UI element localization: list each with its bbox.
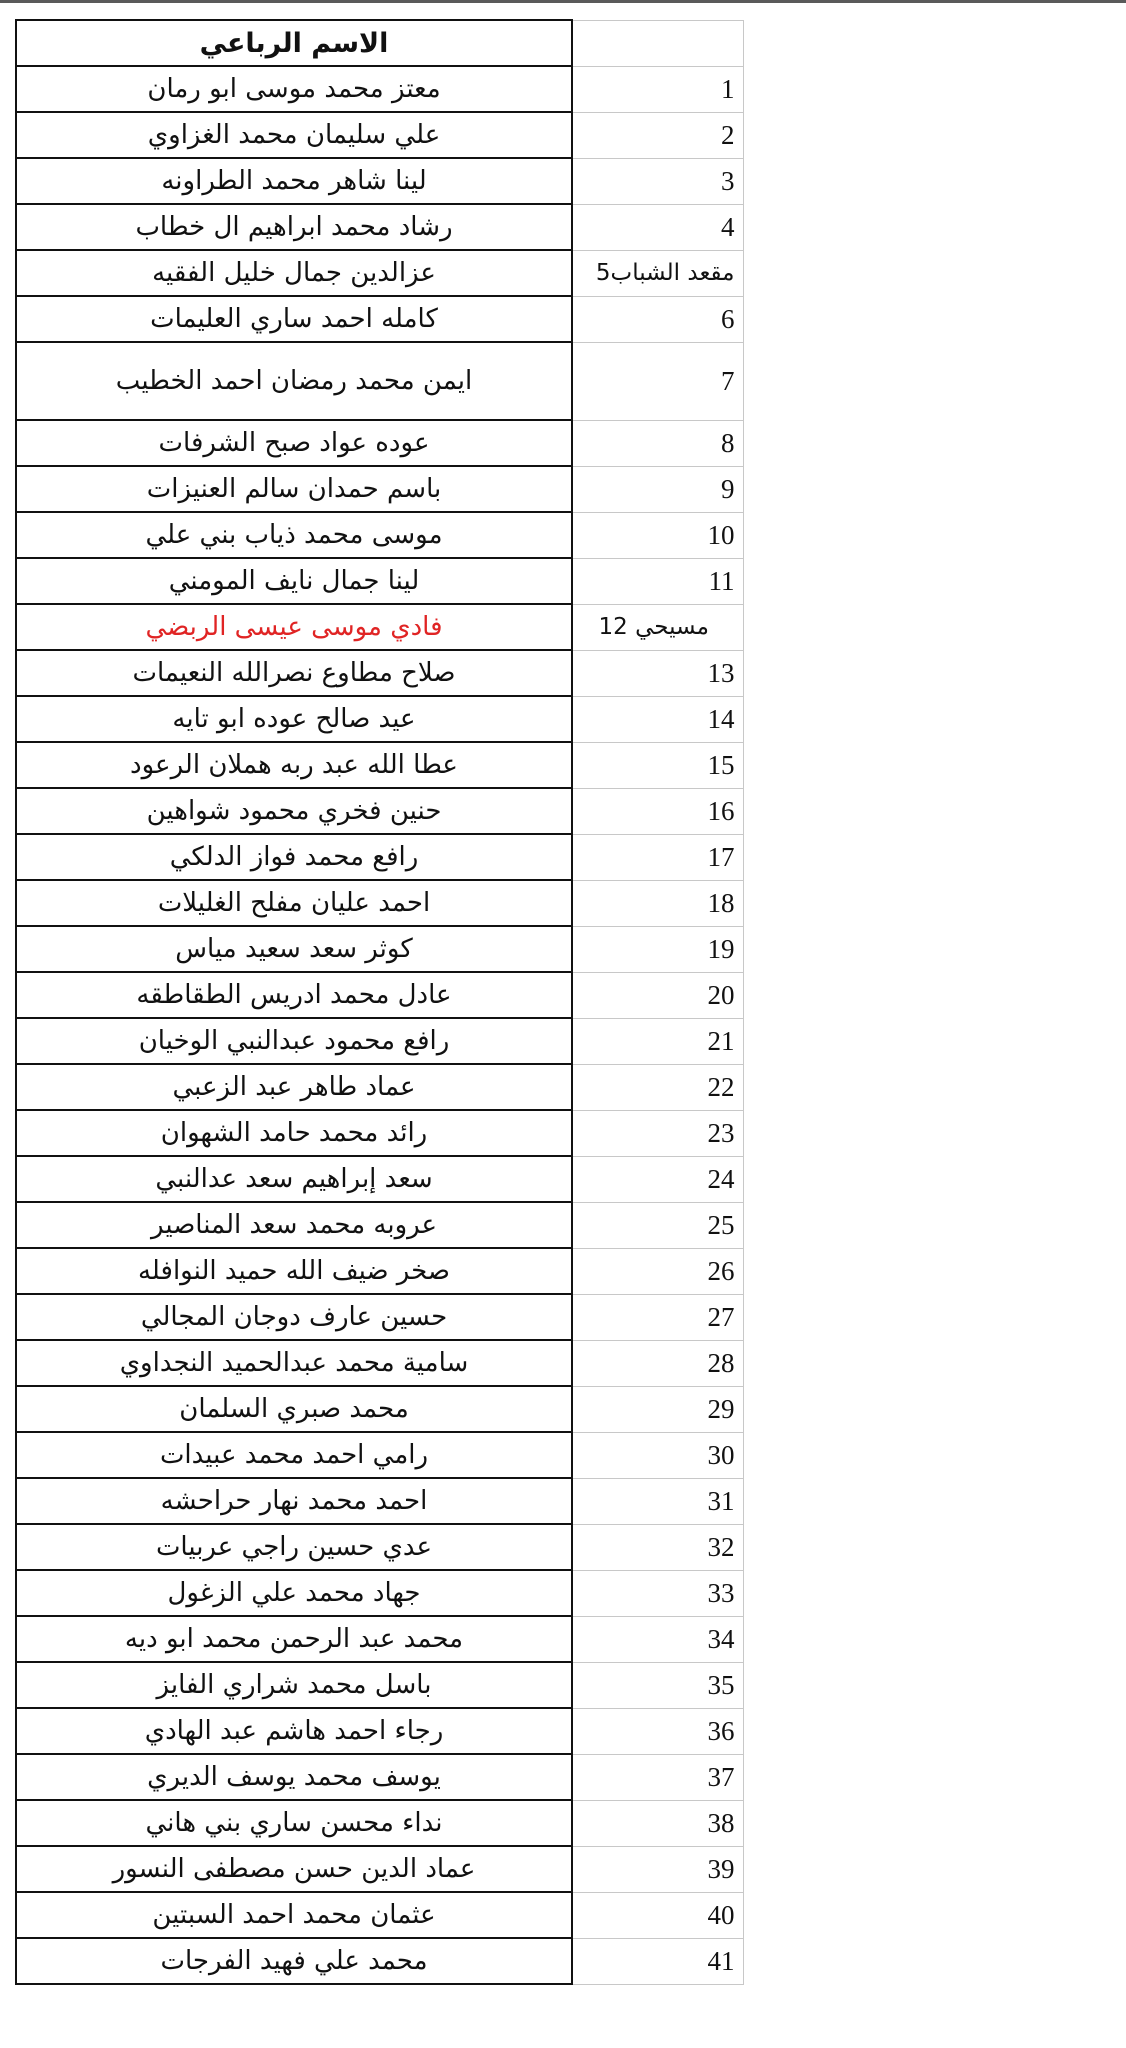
table-row (16, 1616, 743, 1662)
table-row (16, 1524, 743, 1570)
full-name-cell: محمد صبري السلمان (16, 1386, 572, 1432)
full-name-cell: عثمان محمد احمد السبتين (16, 1892, 572, 1938)
full-name-cell: عيد صالح عوده ابو تايه (16, 696, 572, 742)
table-row (16, 558, 743, 604)
full-name-cell: رائد محمد حامد الشهوان (16, 1110, 572, 1156)
row-number-cell: 4 (572, 204, 743, 250)
full-name-cell: عزالدين جمال خليل الفقيه (16, 250, 572, 296)
full-name-cell: موسى محمد ذياب بني علي (16, 512, 572, 558)
header-name-cell: الاسم الرباعي (16, 20, 572, 66)
row-number-cell: 1 (572, 66, 743, 112)
table-row (16, 1386, 743, 1432)
full-name-cell: فادي موسى عيسى الربضي (16, 604, 572, 650)
full-name-cell: ايمن محمد رمضان احمد الخطيب (16, 342, 572, 420)
table-row (16, 1938, 743, 1984)
table-row (16, 696, 743, 742)
full-name-cell: معتز محمد موسى ابو رمان (16, 66, 572, 112)
table-row (16, 742, 743, 788)
full-name-cell: سعد إبراهيم سعد عدالنبي (16, 1156, 572, 1202)
table-row (16, 1018, 743, 1064)
full-name-cell: رافع محمد فواز الدلكي (16, 834, 572, 880)
full-name-cell: لينا جمال نايف المومني (16, 558, 572, 604)
row-number-cell: 28 (572, 1340, 743, 1386)
full-name-cell: سامية محمد عبدالحميد النجداوي (16, 1340, 572, 1386)
full-name-cell: احمد محمد نهار حراحشه (16, 1478, 572, 1524)
header-row (16, 20, 743, 66)
full-name-cell: صخر ضيف الله حميد النوافله (16, 1248, 572, 1294)
full-name-cell: حسين عارف دوجان المجالي (16, 1294, 572, 1340)
row-number-cell: 11 (572, 558, 743, 604)
row-number-cell: 25 (572, 1202, 743, 1248)
row-number-cell: 21 (572, 1018, 743, 1064)
row-number-cell: 26 (572, 1248, 743, 1294)
table-row (16, 1202, 743, 1248)
row-number-cell: 16 (572, 788, 743, 834)
table-row (16, 66, 743, 112)
table-row (16, 880, 743, 926)
table-row (16, 420, 743, 466)
row-number-cell: مقعد الشباب5 (572, 250, 743, 296)
table-row (16, 158, 743, 204)
full-name-cell: عماد طاهر عبد الزعبي (16, 1064, 572, 1110)
row-number-cell: 30 (572, 1432, 743, 1478)
table-row (16, 604, 743, 650)
full-name-cell: لينا شاهر محمد الطراونه (16, 158, 572, 204)
table-row (16, 250, 743, 296)
top-border-line (0, 0, 1126, 3)
row-number-cell: 41 (572, 1938, 743, 1984)
table-row (16, 512, 743, 558)
row-number-cell: 31 (572, 1478, 743, 1524)
row-number-cell: 39 (572, 1846, 743, 1892)
full-name-cell: باسم حمدان سالم العنيزات (16, 466, 572, 512)
row-number-cell: 27 (572, 1294, 743, 1340)
row-number-cell: 3 (572, 158, 743, 204)
table-row (16, 1110, 743, 1156)
table-row (16, 1570, 743, 1616)
row-number-cell: 2 (572, 112, 743, 158)
table-row (16, 204, 743, 250)
row-number-cell: 14 (572, 696, 743, 742)
row-number-cell: 13 (572, 650, 743, 696)
table-row (16, 1248, 743, 1294)
table-row (16, 342, 743, 420)
table-row (16, 834, 743, 880)
row-number-cell: مسيحي 12 (572, 604, 743, 650)
full-name-cell: عوده عواد صبح الشرفات (16, 420, 572, 466)
table-row (16, 1294, 743, 1340)
full-name-cell: كامله احمد ساري العليمات (16, 296, 572, 342)
full-name-cell: حنين فخري محمود شواهين (16, 788, 572, 834)
full-name-cell: رجاء احمد هاشم عبد الهادي (16, 1708, 572, 1754)
full-name-cell: رامي احمد محمد عبيدات (16, 1432, 572, 1478)
row-number-cell: 23 (572, 1110, 743, 1156)
table-row (16, 788, 743, 834)
header-number-cell (572, 20, 743, 66)
full-name-cell: احمد عليان مفلح الغليلات (16, 880, 572, 926)
full-name-cell: عطا الله عبد ربه هملان الرعود (16, 742, 572, 788)
table-row (16, 1800, 743, 1846)
table-row (16, 926, 743, 972)
full-name-cell: رشاد محمد ابراهيم ال خطاب (16, 204, 572, 250)
row-number-cell: 19 (572, 926, 743, 972)
row-number-cell: 37 (572, 1754, 743, 1800)
row-number-cell: 29 (572, 1386, 743, 1432)
full-name-cell: محمد علي فهيد الفرجات (16, 1938, 572, 1984)
row-number-cell: 38 (572, 1800, 743, 1846)
table-row (16, 1708, 743, 1754)
table-row (16, 1662, 743, 1708)
full-name-cell: باسل محمد شراري الفايز (16, 1662, 572, 1708)
row-number-cell: 24 (572, 1156, 743, 1202)
row-number-cell: 36 (572, 1708, 743, 1754)
row-number-cell: 10 (572, 512, 743, 558)
row-number-cell: 7 (572, 342, 743, 420)
table-row (16, 972, 743, 1018)
row-number-cell: 35 (572, 1662, 743, 1708)
table-row (16, 1478, 743, 1524)
full-name-cell: جهاد محمد علي الزغول (16, 1570, 572, 1616)
full-name-cell: صلاح مطاوع نصرالله النعيمات (16, 650, 572, 696)
full-name-cell: نداء محسن ساري بني هاني (16, 1800, 572, 1846)
full-name-cell: عادل محمد ادريس الطقاطقه (16, 972, 572, 1018)
full-name-cell: محمد عبد الرحمن محمد ابو ديه (16, 1616, 572, 1662)
table-row (16, 1754, 743, 1800)
full-name-cell: عماد الدين حسن مصطفى النسور (16, 1846, 572, 1892)
row-number-cell: 33 (572, 1570, 743, 1616)
table-row (16, 112, 743, 158)
table-row (16, 1892, 743, 1938)
table-row (16, 1432, 743, 1478)
full-name-cell: رافع محمود عبدالنبي الوخيان (16, 1018, 572, 1064)
full-name-cell: يوسف محمد يوسف الديري (16, 1754, 572, 1800)
row-number-cell: 8 (572, 420, 743, 466)
row-number-cell: 18 (572, 880, 743, 926)
full-name-cell: علي سليمان محمد الغزاوي (16, 112, 572, 158)
row-number-cell: 15 (572, 742, 743, 788)
full-name-cell: عدي حسين راجي عربيات (16, 1524, 572, 1570)
row-number-cell: 20 (572, 972, 743, 1018)
names-table (15, 19, 744, 1985)
full-name-cell: عروبه محمد سعد المناصير (16, 1202, 572, 1248)
row-number-cell: 22 (572, 1064, 743, 1110)
table-row (16, 1064, 743, 1110)
table-row (16, 1156, 743, 1202)
table-row (16, 1340, 743, 1386)
table-row (16, 466, 743, 512)
table-row (16, 296, 743, 342)
row-number-cell: 32 (572, 1524, 743, 1570)
row-number-cell: 6 (572, 296, 743, 342)
table-row (16, 1846, 743, 1892)
row-number-cell: 9 (572, 466, 743, 512)
row-number-cell: 34 (572, 1616, 743, 1662)
row-number-cell: 40 (572, 1892, 743, 1938)
row-number-cell: 17 (572, 834, 743, 880)
full-name-cell: كوثر سعد سعيد مياس (16, 926, 572, 972)
table-row (16, 650, 743, 696)
